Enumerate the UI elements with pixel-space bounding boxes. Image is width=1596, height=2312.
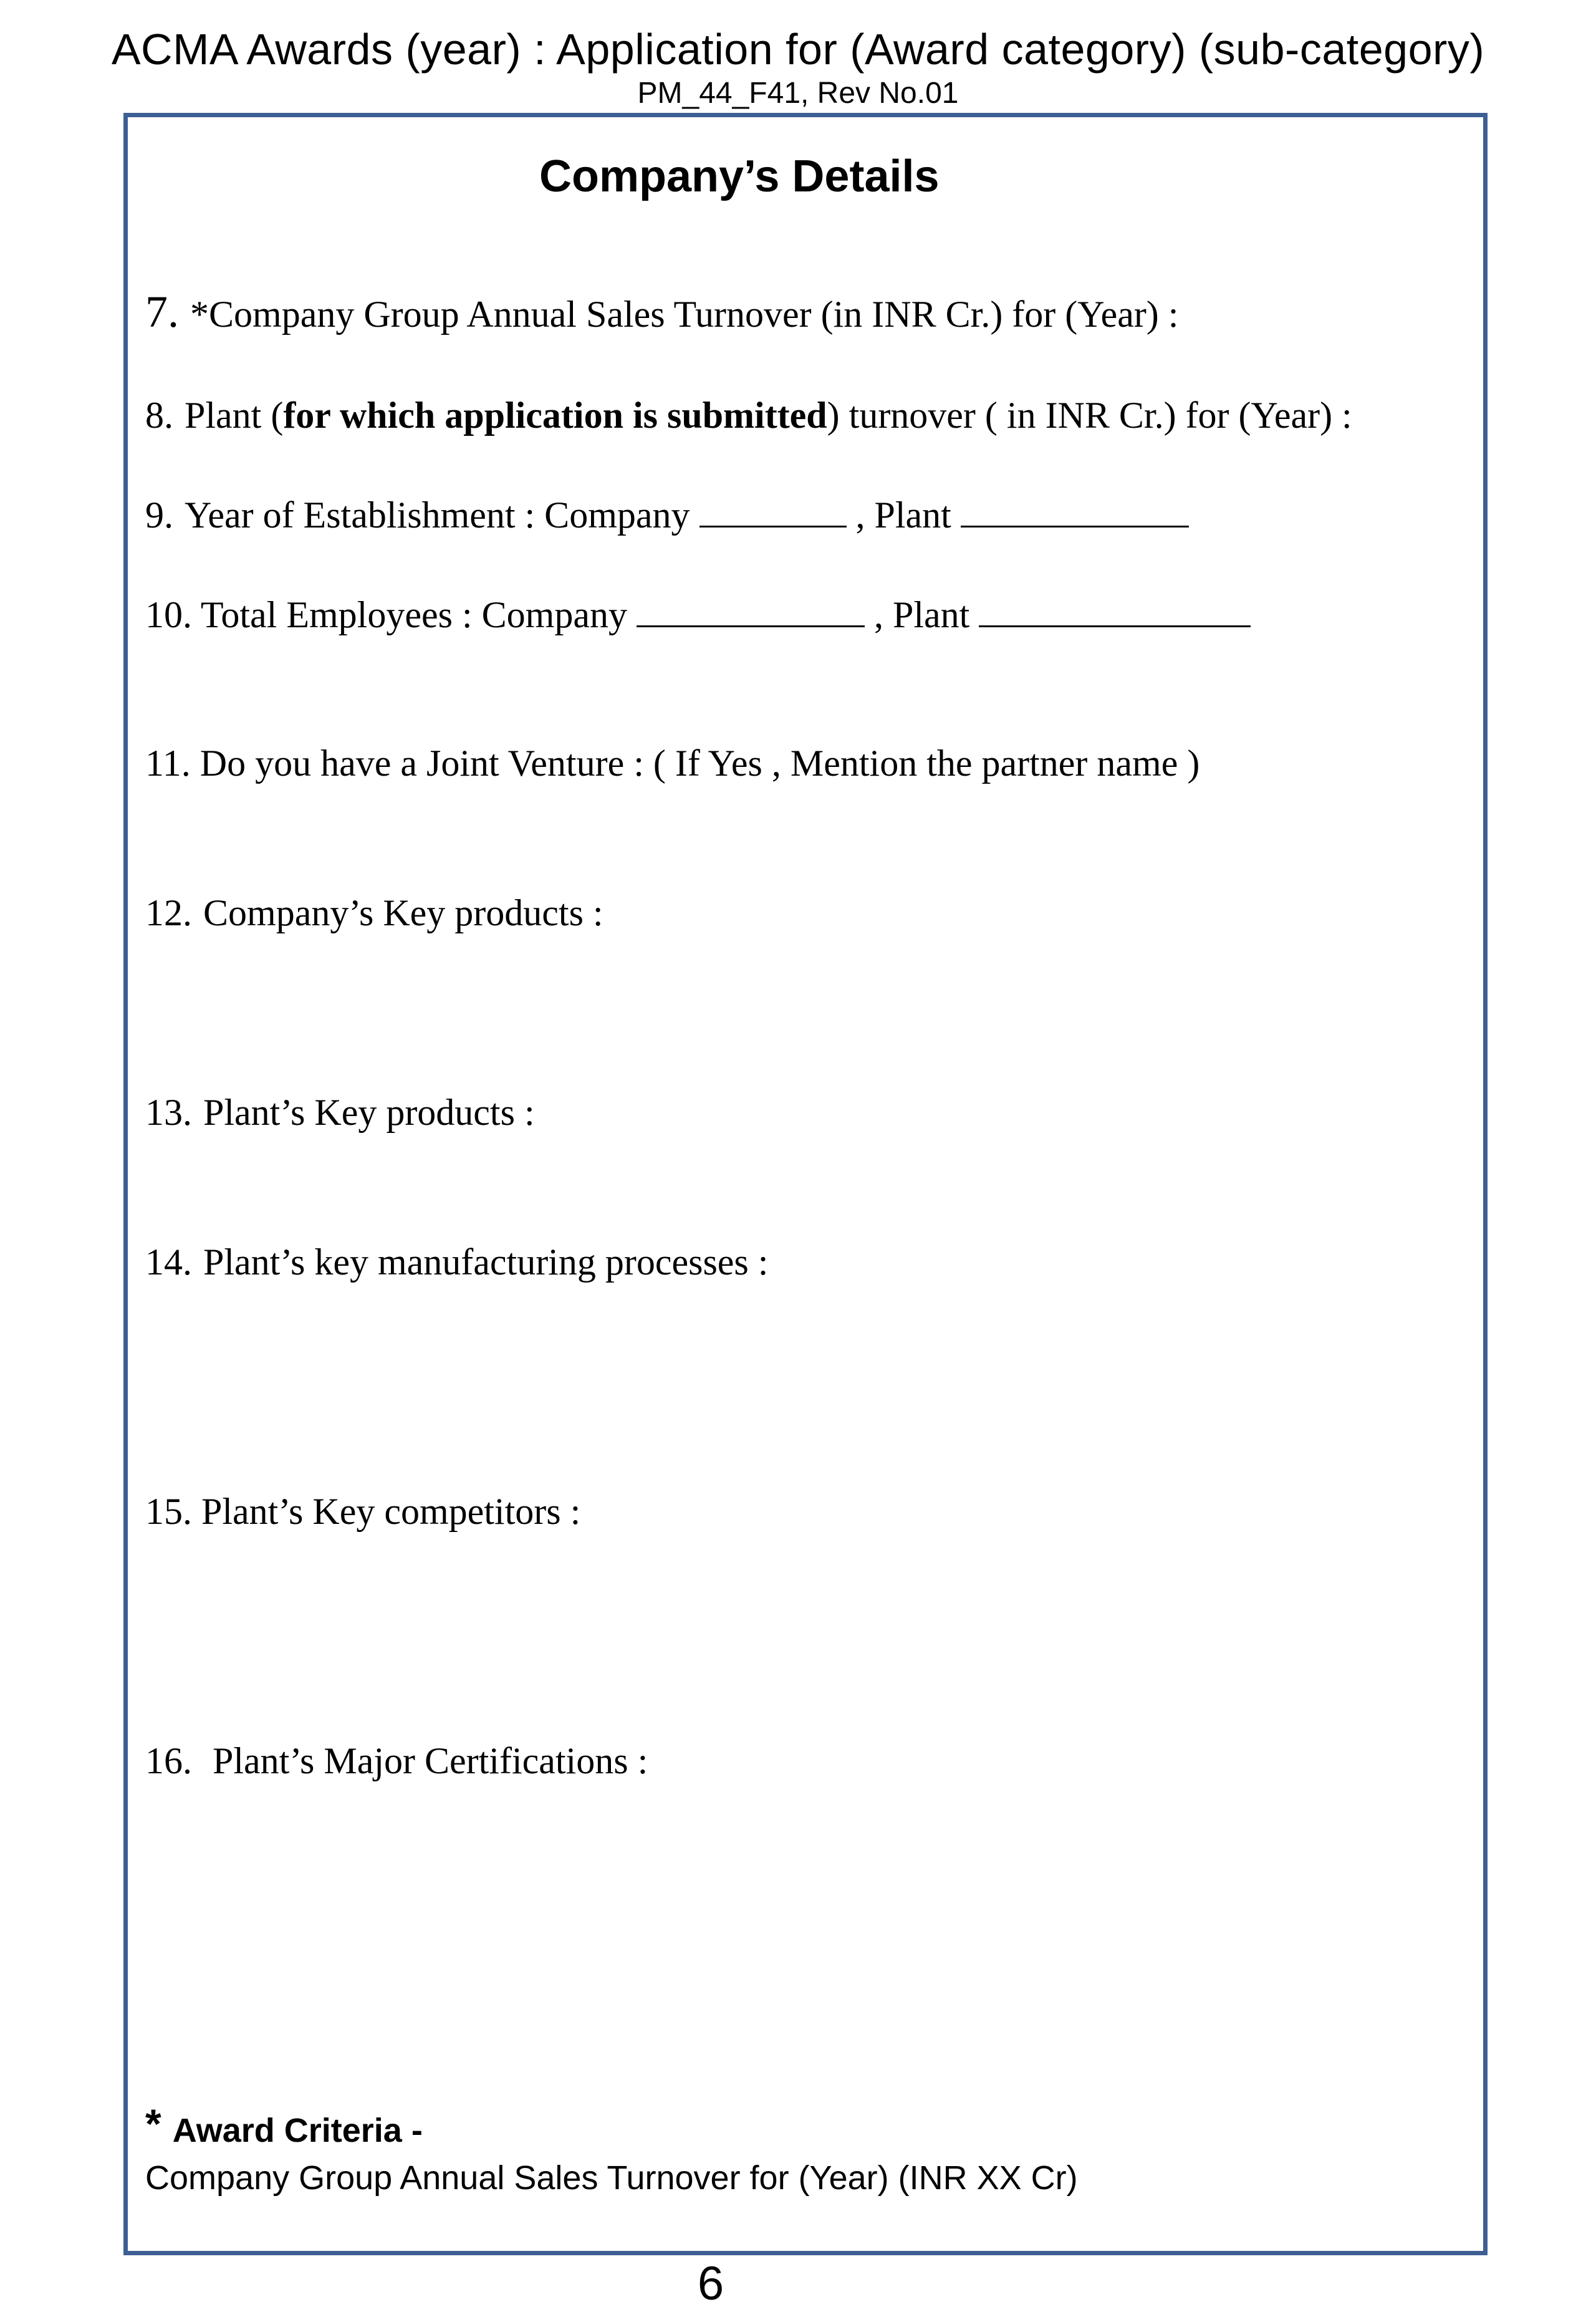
question-label-plant: , Plant xyxy=(855,494,951,536)
question-number: 15. xyxy=(145,1491,192,1532)
company-employees-blank[interactable] xyxy=(637,594,865,627)
question-number: 7. xyxy=(145,287,179,337)
award-criteria-title: Award Criteria - xyxy=(172,2112,423,2149)
question-number: 12. xyxy=(145,892,192,933)
page-number: 6 xyxy=(697,2257,724,2310)
question-label: Year of Establishment : Company xyxy=(185,494,690,536)
company-year-blank[interactable] xyxy=(699,494,847,527)
question-text: Plant’s Major Certifications : xyxy=(203,1740,648,1781)
question-number: 16. xyxy=(145,1740,192,1781)
question-16 xyxy=(145,1737,648,1785)
question-number: 14. xyxy=(145,1241,192,1283)
question-text: Company’s Key products : xyxy=(203,892,603,933)
question-15 xyxy=(145,1488,580,1535)
question-number: 9. xyxy=(145,494,173,536)
document-title: ACMA Awards (year) : Application for (Award category) (sub-category) xyxy=(111,25,1485,74)
award-criteria-heading xyxy=(145,2101,423,2153)
question-text: Plant’s Key competitors : xyxy=(201,1491,581,1532)
question-14 xyxy=(145,1238,768,1286)
plant-employees-blank[interactable] xyxy=(979,594,1251,627)
question-11 xyxy=(145,739,1199,787)
question-text-suffix: ) turnover ( in INR Cr.) for (Year) : xyxy=(827,395,1352,436)
question-number: 8. xyxy=(145,395,173,436)
question-7 xyxy=(145,288,1178,338)
question-label: Total Employees : Company xyxy=(200,594,627,635)
question-text: Plant’s key manufacturing processes : xyxy=(203,1241,769,1283)
question-number: 13. xyxy=(145,1092,192,1133)
question-text: Plant’s Key products : xyxy=(203,1092,535,1133)
question-9 xyxy=(145,491,1189,539)
award-criteria-text: Company Group Annual Sales Turnover for (Year) (INR XX Cr) xyxy=(145,2159,1078,2197)
question-8 xyxy=(145,392,1352,439)
asterisk-marker: * xyxy=(145,2101,161,2147)
question-label-plant: , Plant xyxy=(873,594,970,635)
section-title: Company’s Details xyxy=(539,152,940,201)
plant-year-blank[interactable] xyxy=(961,494,1189,527)
question-number: 11. xyxy=(145,743,191,784)
question-text: Do you have a Joint Venture : ( If Yes , Mention the partner name ) xyxy=(200,743,1200,784)
question-13 xyxy=(145,1089,535,1136)
question-text: *Company Group Annual Sales Turnover (in INR Cr.) for (Year) : xyxy=(190,294,1179,335)
question-number: 10. xyxy=(145,594,192,635)
question-text-prefix: Plant ( xyxy=(185,395,284,436)
document-reference: PM_44_F41, Rev No.01 xyxy=(637,77,959,110)
question-10 xyxy=(145,591,1251,638)
question-12 xyxy=(145,889,603,937)
question-text-bold: for which application is submitted xyxy=(283,395,827,436)
